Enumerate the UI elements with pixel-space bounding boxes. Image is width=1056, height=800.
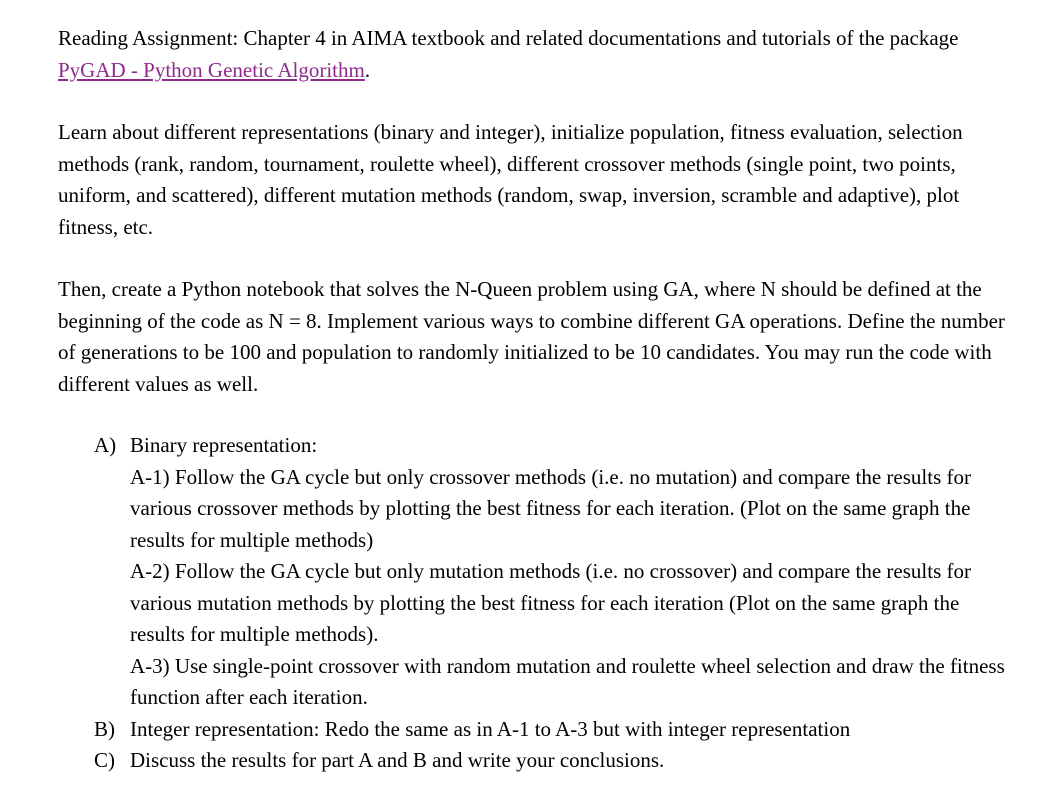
list-marker-c: C) bbox=[94, 748, 115, 772]
list-item-c bbox=[94, 745, 1008, 777]
reading-assignment-paragraph bbox=[58, 23, 1008, 86]
list-item-a bbox=[94, 430, 1008, 714]
subitem-a3: A-3) Use single-point crossover with random mutation and roulette wheel selection and draw the fitness function after each iteration. bbox=[130, 653, 1005, 709]
list-marker-b: B) bbox=[94, 716, 115, 741]
pygad-link[interactable]: PyGAD - Python Genetic Algorithm bbox=[58, 57, 365, 82]
subitem-a2: A-2) Follow the GA cycle but only mutation methods (i.e. no crossover) and compare the results for various mutation methods by plotting the best fitness for each iteration (Plot on the same graph the results for multiple methods). bbox=[130, 559, 971, 646]
learn-paragraph: Learn about different representations (binary and integer), initialize population, fitness evaluation, selection methods (rank, random, tournament, roulette wheel), different crossover methods (single point, two points, uniform, and scattered), different mutation methods (random, swap, inversion, scramble and adaptive), plot fitness, etc. bbox=[58, 120, 963, 239]
list-marker-a: A) bbox=[94, 433, 117, 457]
discussion-text: Discuss the results for part A and B and write your conclusions. bbox=[130, 748, 665, 772]
reading-assignment-period: . bbox=[364, 57, 371, 82]
binary-representation-heading: Binary representation: bbox=[130, 433, 318, 457]
requirements-list bbox=[58, 430, 1008, 777]
task-paragraph: Then, create a Python notebook that solves the N-Queen problem using GA, where N should be defined at the beginning of the code as N = 8. Implement various ways to combine different GA operations. Define the number of generations to be 100 and population to randomly initialized to be 10 candidates. You may run the code with different values as well. bbox=[58, 277, 1005, 396]
subitem-a1: A-1) Follow the GA cycle but only crossover methods (i.e. no mutation) and compare the results for various crossover methods by plotting the best fitness for each iteration. (Plot on the same graph the results for multiple methods) bbox=[130, 464, 971, 552]
list-item-b bbox=[94, 714, 1008, 746]
integer-representation-text: Integer representation: Redo the same as in A-1 to A-3 but with integer representation bbox=[130, 716, 851, 741]
assignment-document bbox=[58, 23, 1008, 777]
reading-assignment-text: Reading Assignment: Chapter 4 in AIMA textbook and related documentations and tutorials of the package bbox=[58, 26, 959, 50]
